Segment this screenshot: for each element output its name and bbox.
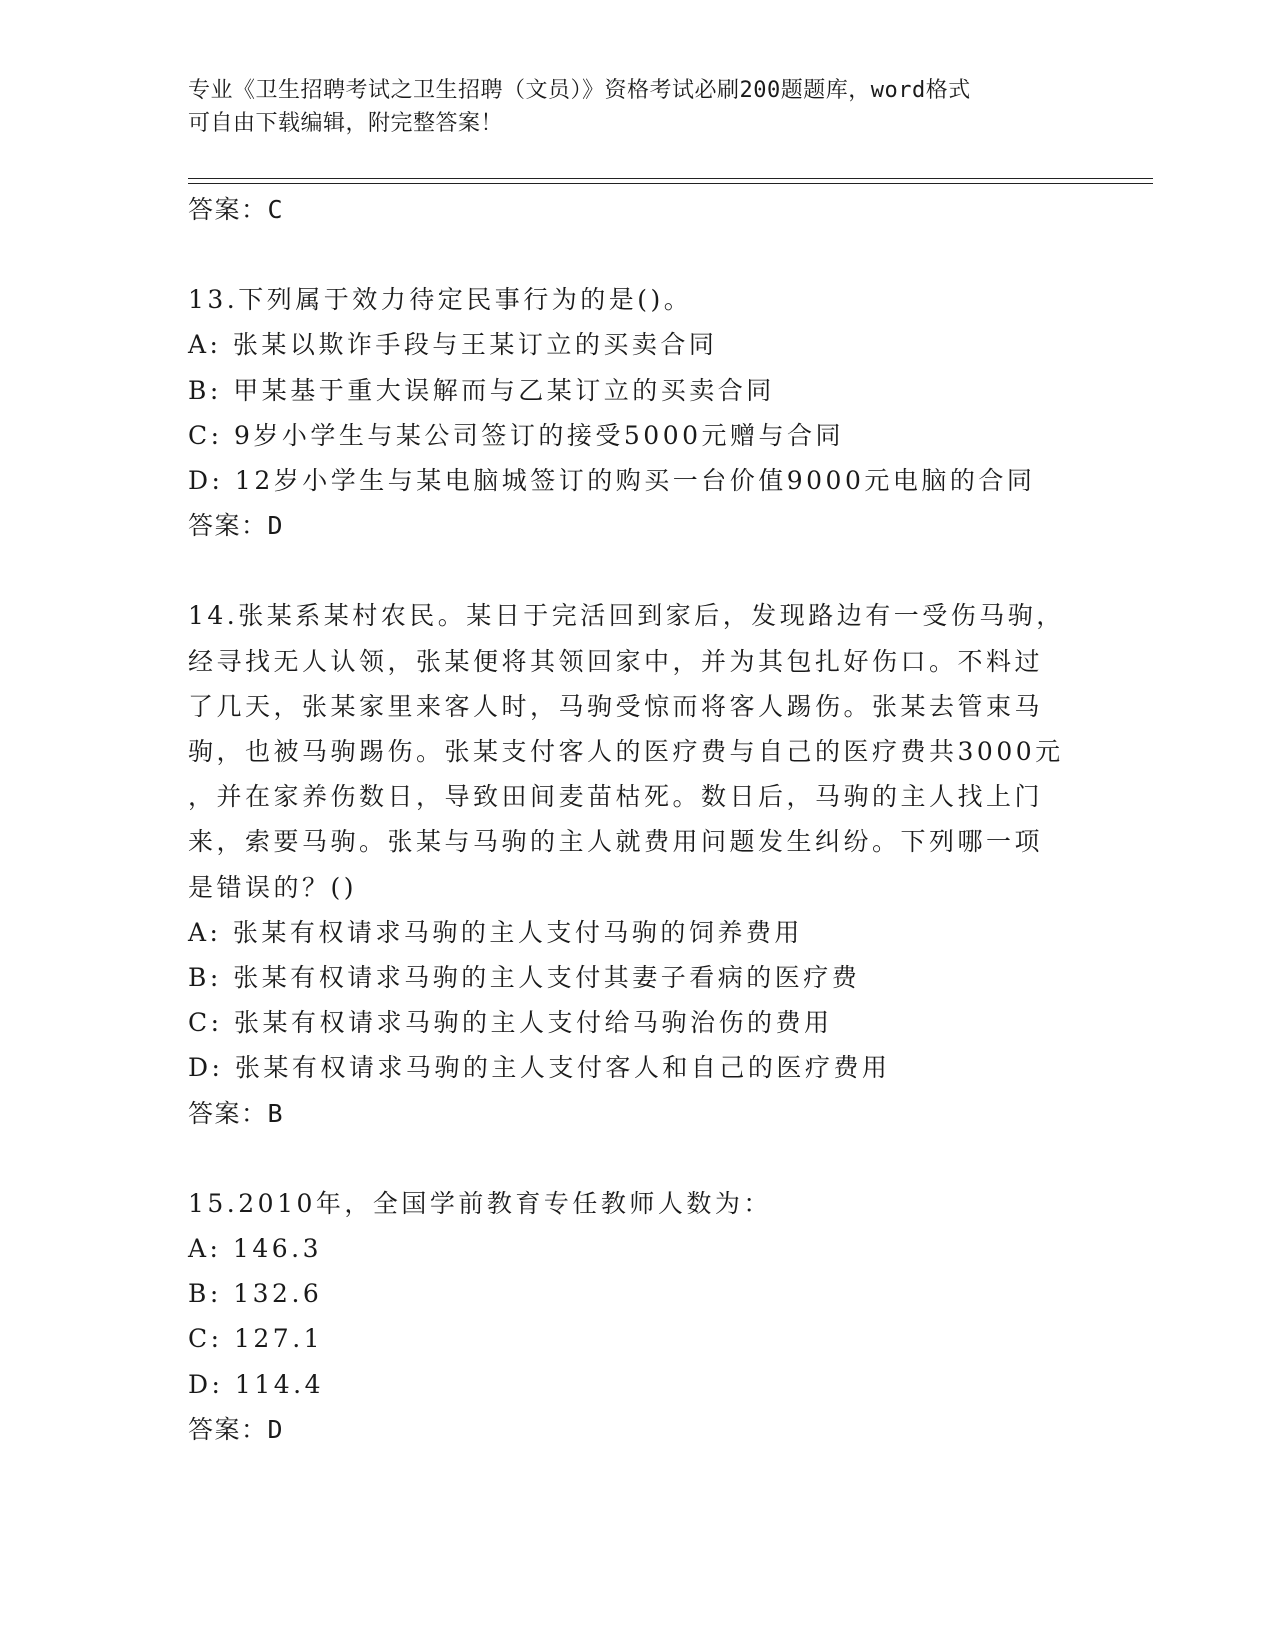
question-stem: 了几天，张某家里来客人时，马驹受惊而将客人踢伤。张某去管束马: [188, 691, 1044, 721]
option-c: C: 张某有权请求马驹的主人支付给马驹治伤的费用: [188, 1008, 833, 1038]
option-a: A: 张某以欺诈手段与王某订立的买卖合同: [188, 330, 718, 360]
spacer: [188, 548, 1068, 593]
option-d: D: 114.4: [188, 1369, 324, 1399]
question-14: [188, 593, 1068, 1135]
header-line-2: 可自由下载编辑，附完整答案！: [188, 111, 504, 136]
question-stem: ，并在家养伤数日，导致田间麦苗枯死。数日后，马驹的主人找上门: [188, 782, 1044, 812]
question-stem: 来，索要马驹。张某与马驹的主人就费用问题发生纠纷。下列哪一项: [188, 827, 1044, 857]
answer-line: 答案：D: [188, 1414, 285, 1444]
question-stem: 15.2010年，全国学前教育专任教师人数为：: [188, 1188, 772, 1218]
question-list: [188, 187, 1068, 1452]
spacer: [188, 232, 1068, 277]
option-b: B: 甲某基于重大误解而与乙某订立的买卖合同: [188, 375, 775, 405]
answer-line: 答案：C: [188, 195, 285, 224]
question-stem: 14.张某系某村农民。某日于完活回到家后，发现路边有一受伤马驹，: [188, 601, 1065, 631]
option-a: A: 146.3: [188, 1234, 322, 1264]
document-header: [188, 74, 1068, 140]
question-stem: 13.下列属于效力待定民事行为的是()。: [188, 285, 693, 315]
option-b: B: 132.6: [188, 1279, 323, 1309]
option-a: A: 张某有权请求马驹的主人支付马驹的饲养费用: [188, 917, 803, 947]
question-stem: 经寻找无人认领，张某便将其领回家中，并为其包扎好伤口。不料过: [188, 646, 1044, 676]
option-d: D: 12岁小学生与某电脑城签订的购买一台价值9000元电脑的合同: [188, 466, 1036, 496]
question-stem: 是错误的？(): [188, 872, 358, 902]
question-13: [188, 277, 1068, 548]
question-stem: 驹，也被马驹踢伤。张某支付客人的医疗费与自己的医疗费共3000元: [188, 737, 1064, 767]
answer-line: 答案：B: [188, 1098, 285, 1128]
header-line-1: 专业《卫生招聘考试之卫生招聘（文员）》资格考试必刷200题题库，word格式: [188, 78, 971, 103]
header-divider-bottom: [188, 183, 1153, 184]
option-b: B: 张某有权请求马驹的主人支付其妻子看病的医疗费: [188, 963, 861, 993]
header-divider-top: [188, 178, 1153, 179]
option-c: C: 9岁小学生与某公司签订的接受5000元赠与合同: [188, 420, 845, 450]
option-c: C: 127.1: [188, 1324, 324, 1354]
spacer: [188, 1136, 1068, 1181]
question-15: [188, 1181, 1068, 1452]
answer-line: 答案：D: [188, 511, 285, 541]
option-d: D: 张某有权请求马驹的主人支付客人和自己的医疗费用: [188, 1053, 891, 1083]
